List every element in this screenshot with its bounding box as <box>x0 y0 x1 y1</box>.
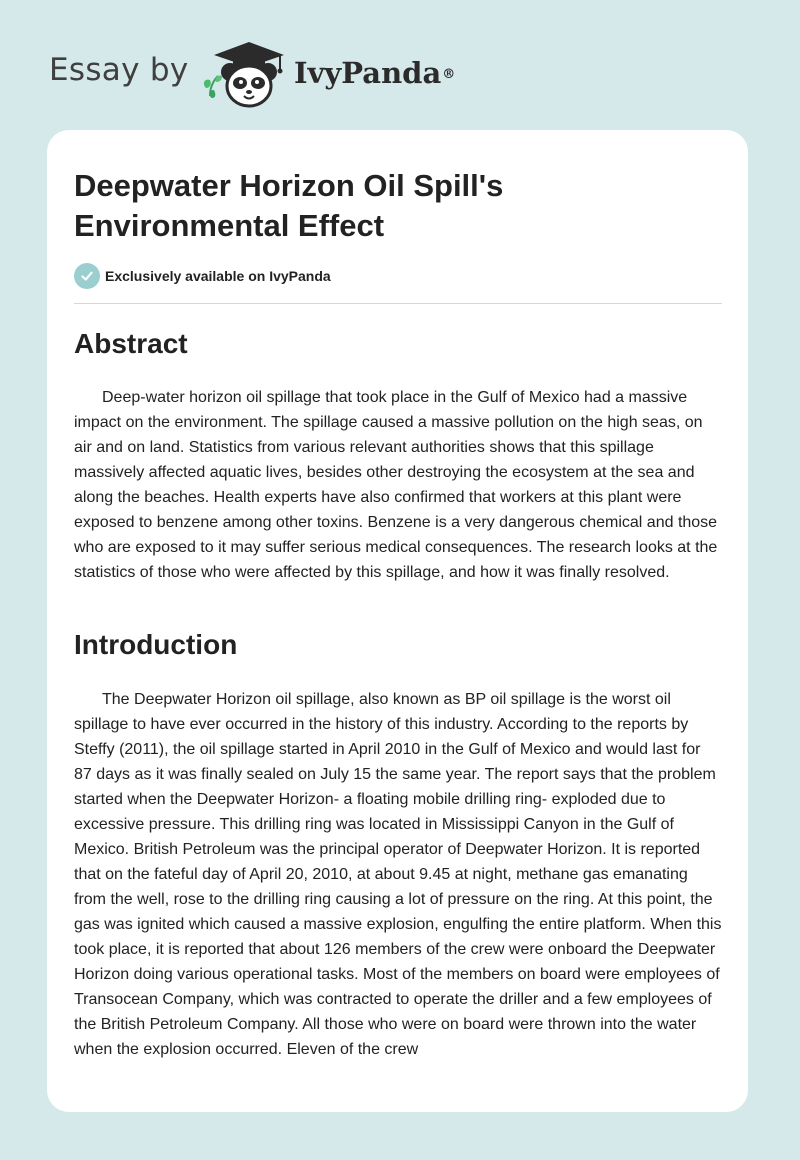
section-heading-introduction: Introduction <box>74 629 238 660</box>
section-heading-abstract: Abstract <box>74 328 188 359</box>
check-circle-icon <box>74 263 100 289</box>
divider <box>74 303 722 304</box>
essay-card <box>47 130 748 1112</box>
essay-by-label: Essay by <box>49 52 189 88</box>
exclusive-badge <box>74 263 331 289</box>
essay-title: Deepwater Horizon Oil Spill's Environmental Effect <box>74 168 504 243</box>
registered-mark: ® <box>442 67 456 82</box>
site-header <box>0 0 800 130</box>
section-paragraph-abstract: Deep-water horizon oil spillage that took place in the Gulf of Mexico had a massive impact on the environment. The spillage caused a massive pollution on the high seas, on air and on land. Statistics from various relevant authorities shows that this spillage massively affected aquatic lives, besides other destroying the ecosystem at the sea and along the beaches. Health experts have also confirmed that workers at this plant were exposed to benzene among other toxins. Benzene is a very dangerous chemical and those who are exposed to it may suffer serious medical consequences. The research looks at the statistics of those who were affected by this spillage, and how it was finally resolved. <box>74 389 718 581</box>
exclusive-label: Exclusively available on IvyPanda <box>105 268 331 284</box>
panda-graduate-icon <box>200 36 292 110</box>
brand-name: IvyPanda® <box>294 56 456 90</box>
section-paragraph-introduction: The Deepwater Horizon oil spillage, also known as BP oil spillage is the worst oil spillage to have ever occurred in the history of this industry. According to the reports by Steffy (2011), the oil spillage started in April 2010 in the Gulf of Mexico and would last for 87 days as it was finally sealed on July 15 the same year. The report says that the problem started when the Deepwater Horizon- a floating mobile drilling ring- exploded due to excessive pressure. This drilling ring was located in Mississippi Canyon in the Gulf of Mexico. British Petroleum was the principal operator of Deepwater Horizon. It is reported that on the fateful day of April 20, 2010, at about 9.45 at night, methane gas emanating from the well, rose to the drilling ring causing a lot of pressure on the ring. At this point, the gas was ignited which caused a massive explosion, engulfing the entire platform. When this took place, it is reported that about 126 members of the crew were onboard the Deepwater Horizon doing various operational tasks. Most of the members on board were employees of Transocean Company, which was contracted to operate the driller and a few employees of the British Petroleum Company. All those who were on board were thrown into the water when the explosion occurred. Eleven of the crew <box>74 691 722 1058</box>
